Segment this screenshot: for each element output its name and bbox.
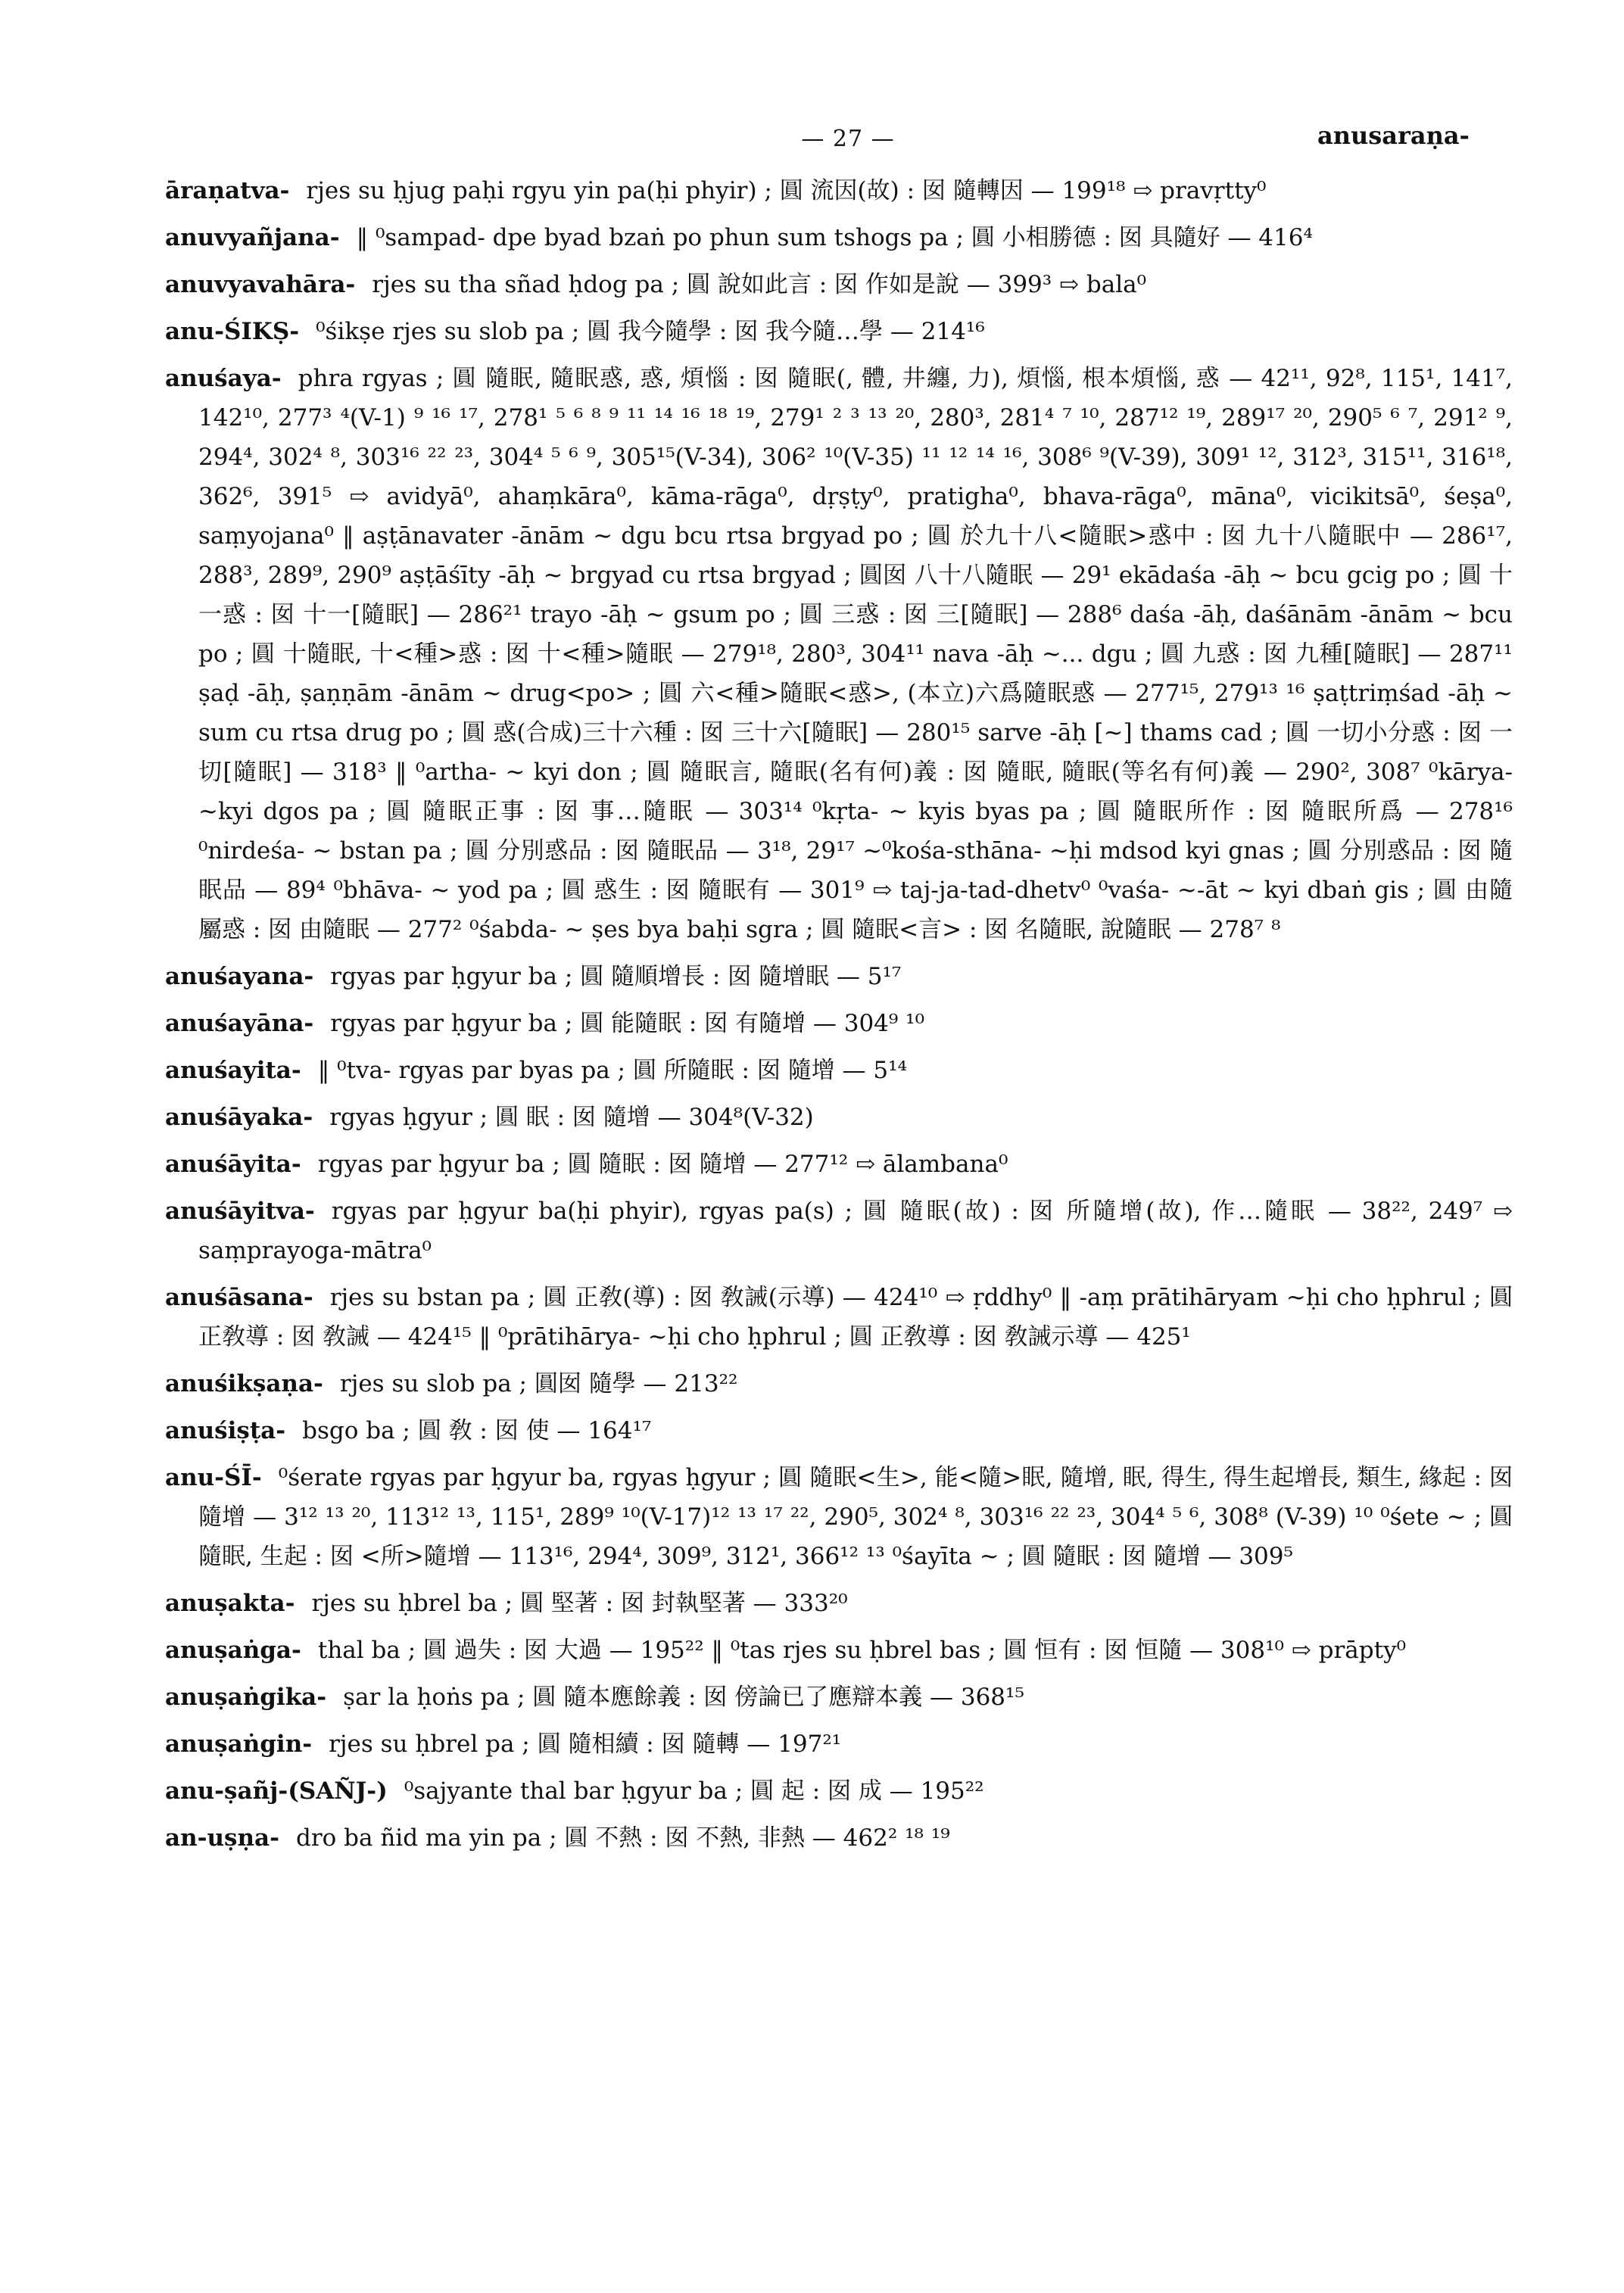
headword: anu-ṣañj-(SAÑJ-) [165, 1777, 388, 1805]
entry [165, 1724, 1513, 1764]
entry [165, 312, 1513, 351]
headword: anuṣakta- [165, 1590, 295, 1617]
entry-text: ṣar la ḥoṅs pa ; 圓 隨本應餘義 : 囡 傍論已了應辯本義 — 368¹⁵ [343, 1684, 1024, 1711]
entry-text: rjes su tha sñad ḥdog pa ; 圓 說如此言 : 囡 作如是說 — 399³ ⇨ bala⁰ [372, 271, 1147, 298]
entry-text: thal ba ; 圓 過失 : 囡 大過 — 195²² ‖ ⁰tas rjes su ḥbrel bas ; 圓 恒有 : 囡 恒隨 — 308¹⁰ ⇨ prāpty⁰ [317, 1637, 1407, 1664]
entry [165, 1584, 1513, 1623]
headword: anuśayāna- [165, 1010, 314, 1037]
headword: anuśikṣaṇa- [165, 1370, 323, 1397]
entry-text: ⁰śikṣe rjes su slob pa ; 圓 我今隨學 : 囡 我今隨…學 — 214¹⁶ [316, 318, 985, 345]
entry-text: ⁰sajyante thal bar ḥgyur ba ; 圓 起 : 囡 成 — 195²² [404, 1777, 984, 1805]
entry-text: rjes su ḥbrel ba ; 圓 堅著 : 囡 封執堅著 — 333²⁰ [311, 1590, 848, 1617]
dictionary-entries [165, 171, 1513, 1865]
entry-text: rjes su bstan pa ; 圓 正敎(導) : 囡 敎誡(示導) — 424¹⁰ ⇨ ṛddhy⁰ ‖ -aṃ prātihāryam ~ḥi cho ḥphrul ; 圓 正敎導 : 囡 敎誡 — 424¹⁵ ‖ ⁰prātihārya- ~ḥi cho ḥphrul ; 圓 正敎導 : 囡 敎誡示導 — 425¹ [198, 1284, 1513, 1351]
headword: anuśāsana- [165, 1284, 313, 1311]
entry-text: rgyas ḥgyur ; 圓 眠 : 囡 隨增 — 304⁸(V-32) [329, 1104, 814, 1131]
entry [165, 1678, 1513, 1717]
entry [165, 265, 1513, 304]
headword: anuṣaṅgin- [165, 1731, 313, 1758]
headword: anuśāyita- [165, 1151, 301, 1178]
entry-text: ⁰śerate rgyas par ḥgyur ba, rgyas ḥgyur ; 圓 隨眠<生>, 能<隨>眠, 隨增, 眠, 得生, 得生起增長, 類生, 緣起 : 囡 隨增 — 3¹² ¹³ ²⁰, 113¹² ¹³, 115¹, 289⁹ ¹⁰(V-17)¹² ¹³ ¹⁷ ²², 290⁵, 302⁴ ⁸, 303¹⁶ ²² ²³, 304⁴ ⁵ ⁶, 308⁸ (V-39) ¹⁰ ⁰śete ~ ; 圓 隨眠, 生起 : 囡 <所>隨增 — 113¹⁶, 294⁴, 309⁹, 312¹, 366¹² ¹³ ⁰śayīta ~ ; 圓 隨眠 : 囡 隨增 — 309⁵ [198, 1464, 1513, 1570]
entry [165, 1458, 1513, 1576]
headword: anuśāyitva- [165, 1198, 315, 1225]
headword: anuśayana- [165, 963, 314, 990]
entry [165, 1278, 1513, 1357]
entry-text: rjes su slob pa ; 圓囡 隨學 — 213²² [339, 1370, 738, 1397]
entry [165, 359, 1513, 949]
page-number: — 27 — [801, 126, 895, 152]
entry [165, 1771, 1513, 1811]
headword: anu-ŚIKṢ- [165, 318, 300, 345]
entry [165, 1192, 1513, 1270]
entry [165, 1631, 1513, 1670]
entry [165, 1364, 1513, 1404]
entry-text: rgyas par ḥgyur ba ; 圓 能隨眠 : 囡 有隨增 — 304⁹ ¹⁰ [330, 1010, 925, 1037]
headword: anuvyañjana- [165, 224, 340, 251]
entry-text: rgyas par ḥgyur ba(ḥi phyir), rgyas pa(s) ; 圓 隨眠(故) : 囡 所隨增(故), 作…隨眠 — 38²², 249⁷ ⇨ saṃprayoga-mātra⁰ [198, 1198, 1513, 1264]
entry [165, 1004, 1513, 1043]
entry [165, 1145, 1513, 1184]
headword: anuśayita- [165, 1057, 301, 1084]
headword: āraṇatva- [165, 177, 290, 204]
entry-text: ‖ ⁰sampad- dpe byad bzaṅ po phun sum tshogs pa ; 圓 小相勝德 : 囡 具隨好 — 416⁴ [356, 224, 1313, 251]
entry-text: rgyas par ḥgyur ba ; 圓 隨順增長 : 囡 隨增眠 — 5¹⁷ [330, 963, 902, 990]
headword: anu-ŚĪ- [165, 1464, 262, 1491]
entry-text: rjes su ḥjug paḥi rgyu yin pa(ḥi phyir) ; 圓 流因(故) : 囡 隨轉因 — 199¹⁸ ⇨ pravṛtty⁰ [306, 177, 1267, 204]
running-head: anusaraṇa- [1317, 121, 1470, 150]
entry [165, 171, 1513, 210]
entry-text: dro ba ñid ma yin pa ; 圓 不熱 : 囡 不熱, 非熱 — 462² ¹⁸ ¹⁹ [295, 1824, 950, 1852]
entry-text: ‖ ⁰tva- rgyas par byas pa ; 圓 所隨眠 : 囡 隨增 — 5¹⁴ [317, 1057, 907, 1084]
entry [165, 1818, 1513, 1858]
entry-text: bsgo ba ; 圓 敎 : 囡 使 — 164¹⁷ [302, 1417, 652, 1444]
headword: anuśiṣṭa- [165, 1417, 286, 1444]
headword: anuśaya- [165, 365, 282, 392]
entry-text: rgyas par ḥgyur ba ; 圓 隨眠 : 囡 隨增 — 277¹² ⇨ ālambana⁰ [317, 1151, 1008, 1178]
entry [165, 1098, 1513, 1137]
entry-text: rjes su ḥbrel pa ; 圓 隨相續 : 囡 隨轉 — 197²¹ [329, 1731, 842, 1758]
entry [165, 1051, 1513, 1090]
entry [165, 1411, 1513, 1450]
headword: anuṣaṅgika- [165, 1684, 327, 1711]
headword: an-uṣṇa- [165, 1824, 279, 1852]
entry [165, 957, 1513, 996]
headword: anuṣaṅga- [165, 1637, 301, 1664]
headword: anuvyavahāra- [165, 271, 356, 298]
entry-text: phra rgyas ; 圓 隨眠, 隨眠惑, 惑, 煩惱 : 囡 隨眠(, 體, 井纏, 力), 煩惱, 根本煩惱, 惑 — 42¹¹, 92⁸, 115¹, 141⁷, 142¹⁰, 277³ ⁴(V-1) ⁹ ¹⁶ ¹⁷, 278¹ ⁵ ⁶ ⁸ ⁹ ¹¹ ¹⁴ ¹⁶ ¹⁸ ¹⁹, 279¹ ² ³ ¹³ ²⁰, 280³, 281⁴ ⁷ ¹⁰, 287¹² ¹⁹, 289¹⁷ ²⁰, 290⁵ ⁶ ⁷, 291² ⁹, 294⁴, 302⁴ ⁸, 303¹⁶ ²² ²³, 304⁴ ⁵ ⁶ ⁹, 305¹⁵(V-34), 306² ¹⁰(V-35) ¹¹ ¹² ¹⁴ ¹⁶, 308⁶ ⁹(V-39), 309¹ ¹², 312³, 315¹¹, 316¹⁸, 362⁶, 391⁵ ⇨ avidyā⁰, ahaṃkāra⁰, kāma-rāga⁰, dṛṣṭy⁰, pratigha⁰, bhava-rāga⁰, māna⁰, vicikitsā⁰, śeṣa⁰, saṃyojana⁰ ‖ aṣṭānavater -ānām ~ dgu bcu rtsa brgyad po ; 圓 於九十八<隨眠>惑中 : 囡 九十八隨眠中 — 286¹⁷, 288³, 289⁹, 290⁹ aṣṭāśīty -āḥ ~ brgyad cu rtsa brgyad ; 圓囡 八十八隨眠 — 29¹ ekādaśa -āḥ ~ bcu gcig po ; 圓 十一惑 : 囡 十一[隨眠] — 286²¹ trayo -āḥ ~ gsum po ; 圓 三惑 : 囡 三[隨眠] — 288⁶ daśa -āḥ, daśānām -ānām ~ bcu po ; 圓 十隨眠, 十<種>惑 : 囡 十<種>隨眠 — 279¹⁸, 280³, 304¹¹ nava -āḥ ~... dgu ; 圓 九惑 : 囡 九種[隨眠] — 287¹¹ ṣaḍ -āḥ, ṣaṇṇām -ānām ~ drug<po> ; 圓 六<種>隨眠<惑>, (本立)六爲隨眠惑 — 277¹⁵, 279¹³ ¹⁶ ṣaṭtriṃśad -āḥ ~ sum cu rtsa drug po ; 圓 惑(合成)三十六種 : 囡 三十六[隨眠] — 280¹⁵ sarve -āḥ [~] thams cad ; 圓 一切小分惑 : 囡 一切[隨眠] — 318³ ‖ ⁰artha- ~ kyi don ; 圓 隨眠言, 隨眠(名有何)義 : 囡 隨眠, 隨眠(等名有何)義 — 290², 308⁷ ⁰kārya- ~kyi dgos pa ; 圓 隨眠正事 : 囡 事…隨眠 — 303¹⁴ ⁰kṛta- ~ kyis byas pa ; 圓 隨眠所作 : 囡 隨眠所爲 — 278¹⁶ ⁰nirdeśa- ~ bstan pa ; 圓 分別惑品 : 囡 隨眠品 — 3¹⁸, 29¹⁷ ~⁰kośa-sthāna- ~ḥi mdsod kyi gnas ; 圓 分別惑品 : 囡 隨眠品 — 89⁴ ⁰bhāva- ~ yod pa ; 圓 惑生 : 囡 隨眠有 — 301⁹ ⇨ taj-ja-tad-dhetv⁰ ⁰vaśa- ~-āt ~ kyi dbaṅ gis ; 圓 由隨屬惑 : 囡 由隨眠 — 277² ⁰śabda- ~ ṣes bya baḥi sgra ; 圓 隨眠<言> : 囡 名隨眠, 說隨眠 — 278⁷ ⁸ [198, 365, 1513, 943]
headword: anuśāyaka- [165, 1104, 313, 1131]
entry [165, 218, 1513, 257]
